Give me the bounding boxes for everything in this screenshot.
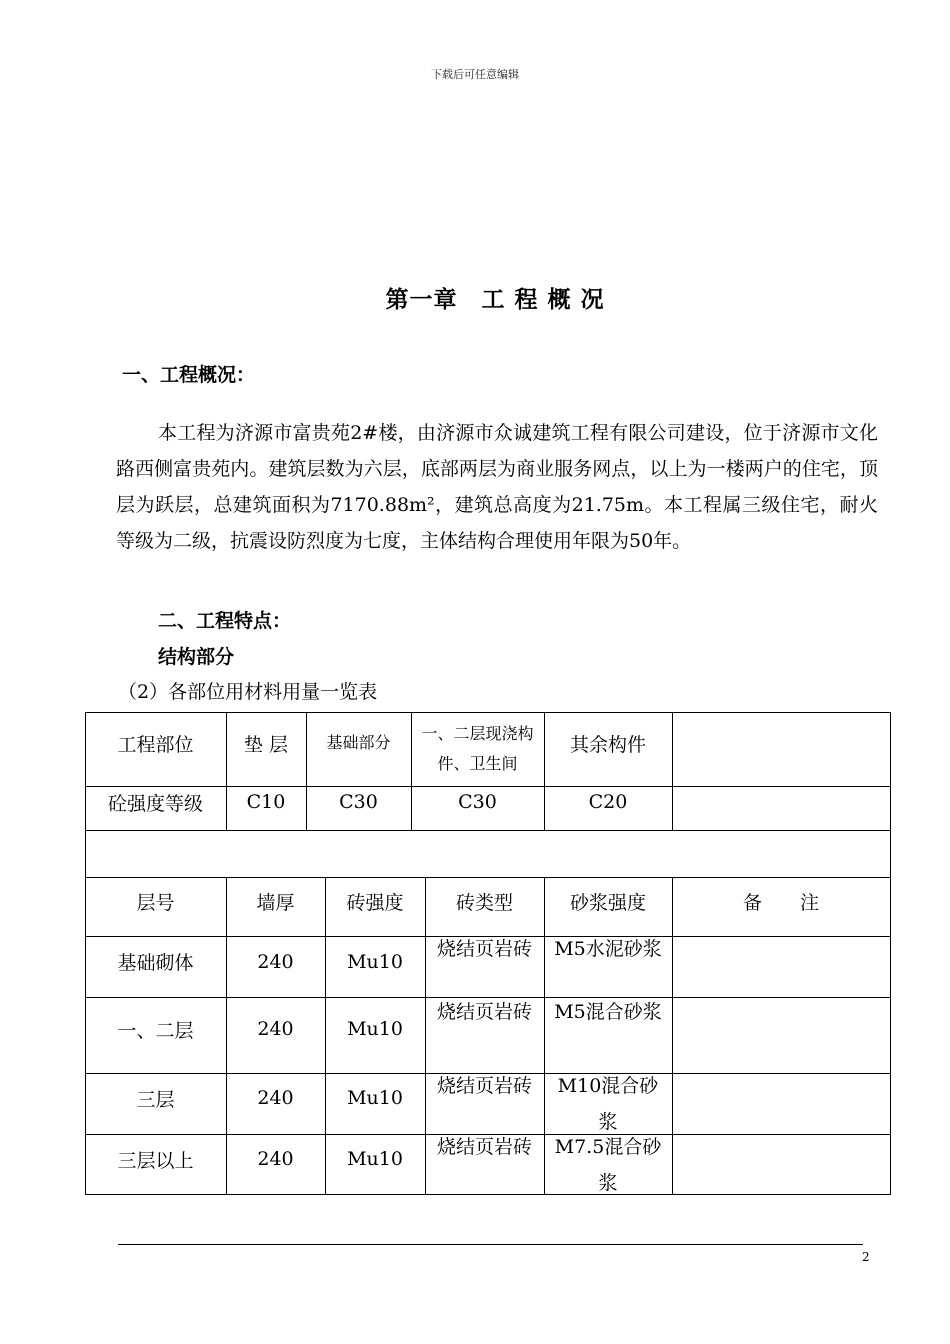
concrete-row-floor12: C30 — [458, 791, 497, 813]
masonry-row-brick-type: 烧结页岩砖 — [436, 938, 532, 960]
materials-table — [85, 712, 891, 1195]
concrete-header-foundation: 基础部分 — [326, 733, 391, 752]
masonry-row-brick-type: 烧结页岩砖 — [436, 1075, 532, 1097]
table-caption: （2）各部位用材料用量一览表 — [118, 681, 378, 703]
concrete-header-part: 工程部位 — [117, 733, 194, 756]
masonry-row-thickness: 240 — [257, 1018, 294, 1040]
masonry-row-brick-strength: Mu10 — [347, 1148, 403, 1170]
concrete-row-cushion: C10 — [246, 791, 286, 813]
concrete-row-label: 砼强度等级 — [107, 792, 203, 815]
masonry-header-floor: 层号 — [136, 891, 175, 914]
masonry-row-label: 一、二层 — [117, 1019, 194, 1042]
masonry-row-label: 三层 — [136, 1088, 175, 1111]
concrete-header-floor12: 一、二层现浇构件、卫生间 — [421, 724, 534, 773]
masonry-row-label: 基础砌体 — [117, 951, 194, 974]
footer-divider — [118, 1244, 863, 1245]
masonry-row-mortar: M5混合砂浆 — [554, 1001, 662, 1023]
masonry-row-thickness: 240 — [257, 1087, 294, 1109]
masonry-row-remarks — [672, 998, 890, 1060]
header-note: 下载后可任意编辑 — [431, 68, 519, 81]
masonry-header-mortar: 砂浆强度 — [569, 891, 646, 914]
concrete-row-blank — [672, 786, 890, 818]
masonry-row-thickness: 240 — [257, 1148, 294, 1170]
masonry-header-brick-type: 砖类型 — [455, 891, 513, 914]
masonry-row-remarks — [672, 1135, 890, 1183]
sub-heading-structure: 结构部分 — [158, 646, 235, 668]
concrete-header-other: 其余构件 — [569, 733, 646, 756]
masonry-row-mortar: M5水泥砂浆 — [554, 938, 662, 960]
section-heading-features: 二、工程特点： — [158, 610, 292, 632]
masonry-row-brick-strength: Mu10 — [347, 1087, 403, 1109]
page-number: 2 — [862, 1250, 870, 1264]
masonry-row-thickness: 240 — [257, 951, 294, 973]
masonry-row-mortar: M10混合砂浆 — [557, 1075, 659, 1133]
masonry-header-brick-strength: 砖强度 — [346, 891, 404, 914]
masonry-row-remarks — [672, 937, 890, 987]
masonry-header-thickness: 墙厚 — [256, 891, 295, 914]
masonry-row-brick-type: 烧结页岩砖 — [436, 1001, 532, 1023]
masonry-header-remarks: 备 注 — [742, 891, 819, 914]
masonry-row-mortar: M7.5混合砂浆 — [554, 1136, 662, 1194]
section-heading-overview: 一、工程概况： — [122, 364, 256, 386]
concrete-row-foundation: C30 — [339, 791, 378, 813]
overview-paragraph: 本工程为济源市富贵苑2#楼，由济源市众诚建筑工程有限公司建设，位于济源市文化路西侧富贵苑内。建筑层数为六层，底部两层为商业服务网点，以上为一楼两户的住宅，顶层为跃层，总建筑面积为7170.88m²，建筑总高度为21.75m。本工程属三级住宅，耐火等级为二级，抗震设防烈度为七度，主体结构合理使用年限为50年。 — [116, 422, 878, 552]
masonry-row-label: 三层以上 — [117, 1149, 194, 1172]
masonry-row-brick-strength: Mu10 — [347, 951, 403, 973]
masonry-row-remarks — [672, 1074, 890, 1122]
concrete-header-blank — [672, 712, 890, 774]
concrete-header-cushion: 垫 层 — [243, 733, 289, 756]
masonry-row-brick-strength: Mu10 — [347, 1018, 403, 1040]
concrete-row-other: C20 — [588, 791, 628, 813]
masonry-row-brick-type: 烧结页岩砖 — [436, 1136, 532, 1158]
chapter-title: 第一章 工 程 概 况 — [385, 286, 605, 313]
